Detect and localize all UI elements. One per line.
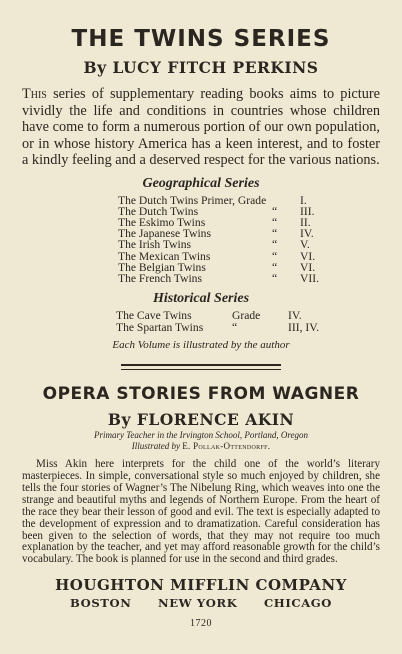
- illustrator-credit: [22, 441, 380, 452]
- illustration-note: Each Volume is illustrated by the author: [112, 339, 290, 352]
- geo-book-row: [118, 239, 338, 250]
- illustrator-name: E. Pollak-Ottendorff.: [182, 441, 271, 452]
- book-title: The Eskimo Twins: [118, 215, 206, 229]
- book-title: The Belgian Twins: [118, 260, 206, 274]
- book-title: The Cave Twins: [116, 309, 192, 323]
- book-title: The French Twins: [118, 271, 202, 285]
- book-grade: VII.: [300, 271, 319, 285]
- ditto-mark: “: [272, 260, 278, 274]
- book-title: The Spartan Twins: [116, 321, 204, 335]
- hist-book-row: [116, 322, 338, 334]
- book-grade: VI.: [300, 249, 316, 263]
- illustrator-prefix: Illustrated by: [131, 441, 180, 452]
- grade-label: Grade: [232, 309, 261, 323]
- book-grade: III.: [300, 204, 315, 218]
- book-title: The Dutch Twins: [118, 204, 199, 218]
- historical-series-list: [116, 310, 338, 334]
- book-title: The Irish Twins: [118, 238, 192, 252]
- intro-lead-word: This: [22, 86, 47, 102]
- book-grade: III, IV.: [288, 321, 320, 335]
- ditto-mark: “: [272, 271, 278, 285]
- city-new-york: NEW YORK: [158, 596, 238, 611]
- geographical-series-list: [118, 195, 338, 285]
- book-grade: V.: [300, 238, 310, 252]
- publisher-name: HOUGHTON MIFFLIN COMPANY: [55, 576, 347, 595]
- opera-author: By FLORENCE AKIN: [107, 410, 295, 430]
- ditto-mark: “: [272, 204, 278, 218]
- ditto-mark: “: [272, 215, 278, 229]
- page-number: 1720: [190, 618, 212, 630]
- city-boston: BOSTON: [70, 596, 132, 611]
- section-divider: [121, 364, 281, 370]
- book-title: The Mexican Twins: [118, 249, 211, 263]
- book-grade: II.: [300, 215, 311, 229]
- city-chicago: CHICAGO: [263, 596, 332, 611]
- geo-book-row: [118, 273, 338, 284]
- historical-series-heading: Historical Series: [152, 291, 250, 307]
- geographical-series-heading: Geographical Series: [142, 175, 260, 191]
- ditto-mark: “: [272, 227, 278, 241]
- book-title: The Japanese Twins: [118, 227, 211, 241]
- grade-label: “: [232, 321, 238, 335]
- intro-text: series of supplementary reading books aims to picture vividly the life and conditions in countries whose children have come to form a numerous portion of our own population, or in whose history America has a keen interest, and to foster a kindly feeling and a deserved respect for the various nations.: [22, 86, 380, 168]
- book-title: The Dutch Twins Primer, Grade: [118, 193, 267, 207]
- series-title: THE TWINS SERIES: [71, 26, 331, 52]
- book-grade: I.: [300, 193, 307, 207]
- author-credential: Primary Teacher in the Irvington School, Portland, Oregon: [93, 430, 309, 441]
- opera-title: OPERA STORIES FROM WAGNER: [42, 384, 360, 405]
- opera-description: Miss Akin here interprets for the child one of the world’s literary masterpieces. In simple, conversational style so much enjoyed by children, she tells the four stories of Wagner’s The Nibelung Ring, which weaves into one the strange and beautiful myths and legends of Northern Europe. From the heart of the race they bear their lesson of good and evil. The text is especially adapted to the development of expression and to dramatization. Careful consideration has been given to the selection of words, that they may not require too much explanation by the teacher, and yet may afford reasonable growth for the child’s vocabulary. The book is planned for use in the second and third grades.: [22, 458, 380, 566]
- series-author: By LUCY FITCH PERKINS: [83, 58, 319, 77]
- ditto-mark: “: [272, 238, 278, 252]
- ditto-mark: “: [272, 249, 278, 263]
- book-grade: IV.: [300, 227, 314, 241]
- series-intro: [22, 86, 380, 169]
- book-grade: VI.: [300, 260, 316, 274]
- publisher-cities: [70, 596, 332, 610]
- book-grade: IV.: [288, 309, 302, 323]
